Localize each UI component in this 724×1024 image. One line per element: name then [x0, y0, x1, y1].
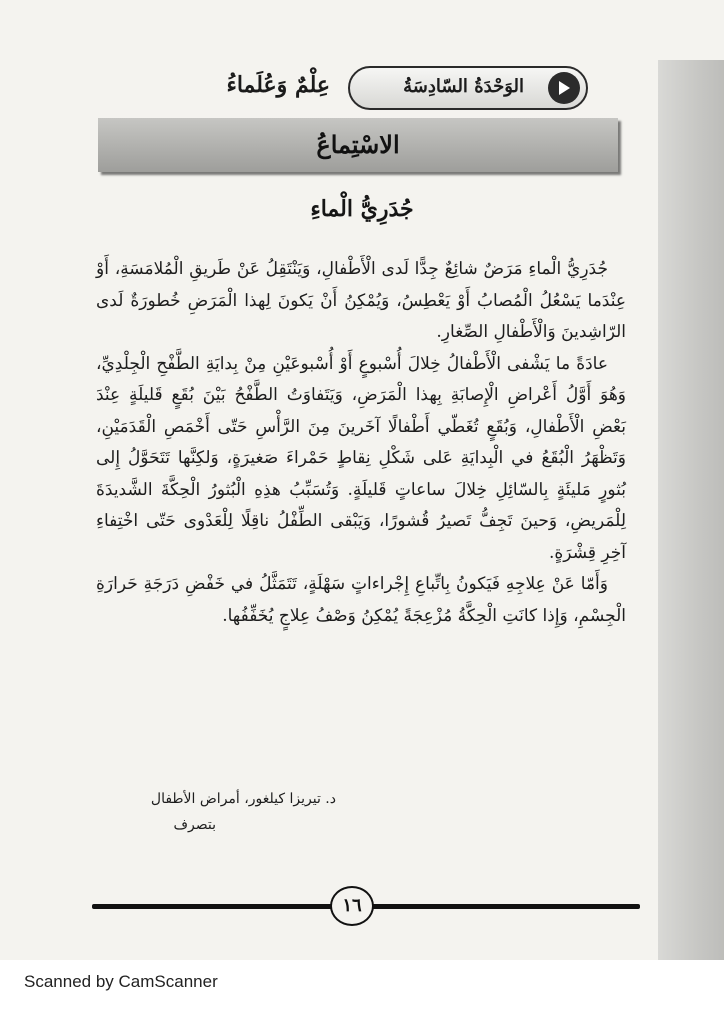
paragraph: جُدَرِيُّ الْماءِ مَرَضٌ شائِعٌ جِدًّا لَدى الْأَطْفالِ، وَيَنْتَقِلُ عَنْ طَريقِ الْمُلامَسَةِ، أَوْ عِنْدَما يَسْعُلُ الْمُصابُ أَوْ يَعْطِسُ، وَيُمْكِنُ أَنْ يَكونَ لِهذا الْمَرَضِ خُطورَةٌ لَدى الرّاشِدينَ وَالْأَطْفالِ الصِّغارِ. [96, 259, 626, 342]
article-title: جُدَرِيُّ الْماءِ [310, 196, 414, 222]
page-edge-strip [658, 60, 724, 960]
section-title: الاسْتِماعُ [316, 130, 400, 159]
article-body [96, 254, 626, 632]
source-citation [96, 786, 336, 838]
paragraph: وَأَمّا عَنْ عِلاجِهِ فَيَكونُ بِاتِّباعِ إِجْراءاتٍ سَهْلَةٍ، تَتَمَثَّلُ في خَفْضِ دَرَجَةِ حَرارَةِ الْجِسْمِ، وَإِذا كانَتِ الْحِكَّةُ مُزْعِجَةً يُمْكِنُ وَصْفُ عِلاجٍ يُخَفِّفُها. [96, 574, 626, 626]
page-number: ١٦ [330, 886, 374, 926]
section-banner [98, 118, 618, 172]
paragraph: عادَةً ما يَشْفى الْأَطْفالُ خِلالَ أُسْبوعٍ أَوْ أُسْبوعَيْنِ مِنْ بِدايَةِ الطَّفْحِ الْجِلْدِيِّ، وَهُوَ أَوَّلُ أَعْراضِ الْإِصابَةِ بِهذا الْمَرَضِ، وَيَتَفاوَتُ الطَّفْحُ بَيْنَ بُقَعٍ قَليلَةٍ عِنْدَ بَعْضِ الْأَطْفالِ، وَبُقَعٍ تُغَطّي أَطْفالًا آخَرينَ مِنَ الرَّأْسِ حَتّى أَخْمَصِ الْقَدَمَيْنِ، وَتَظْهَرُ الْبُقَعُ في الْبِدايَةِ عَلى شَكْلِ نِقاطٍ حَمْراءَ صَغيرَةٍ، وَلكِنَّها تَتَحَوَّلُ إِلى بُثورٍ مَليئَةٍ بِالسّائِلِ خِلالَ ساعاتٍ قَليلَةٍ. وَتُسَبِّبُ هذِهِ الْبُثورُ الْحِكَّةَ الشَّديدَةَ لِلْمَريضِ، وَحينَ تَجِفُّ تَصيرُ قُشورًا، وَيَبْقى الطِّفْلُ ناقِلًا لِلْعَدْوى حَتّى اخْتِفاءِ آخِرِ قِشْرَةٍ. [96, 353, 626, 563]
scanner-watermark: Scanned by CamScanner [24, 972, 218, 991]
source-author: د. تيريزا كيلغور، أمراض الأطفال [150, 791, 336, 807]
play-icon [548, 72, 580, 104]
unit-label-pill [348, 66, 588, 110]
unit-title: عِلْمٌ وَعُلَماءُ [226, 72, 330, 98]
unit-label: الوَحْدَةُ السّادِسَةُ [403, 76, 524, 97]
source-note: بتصرف [173, 817, 216, 833]
